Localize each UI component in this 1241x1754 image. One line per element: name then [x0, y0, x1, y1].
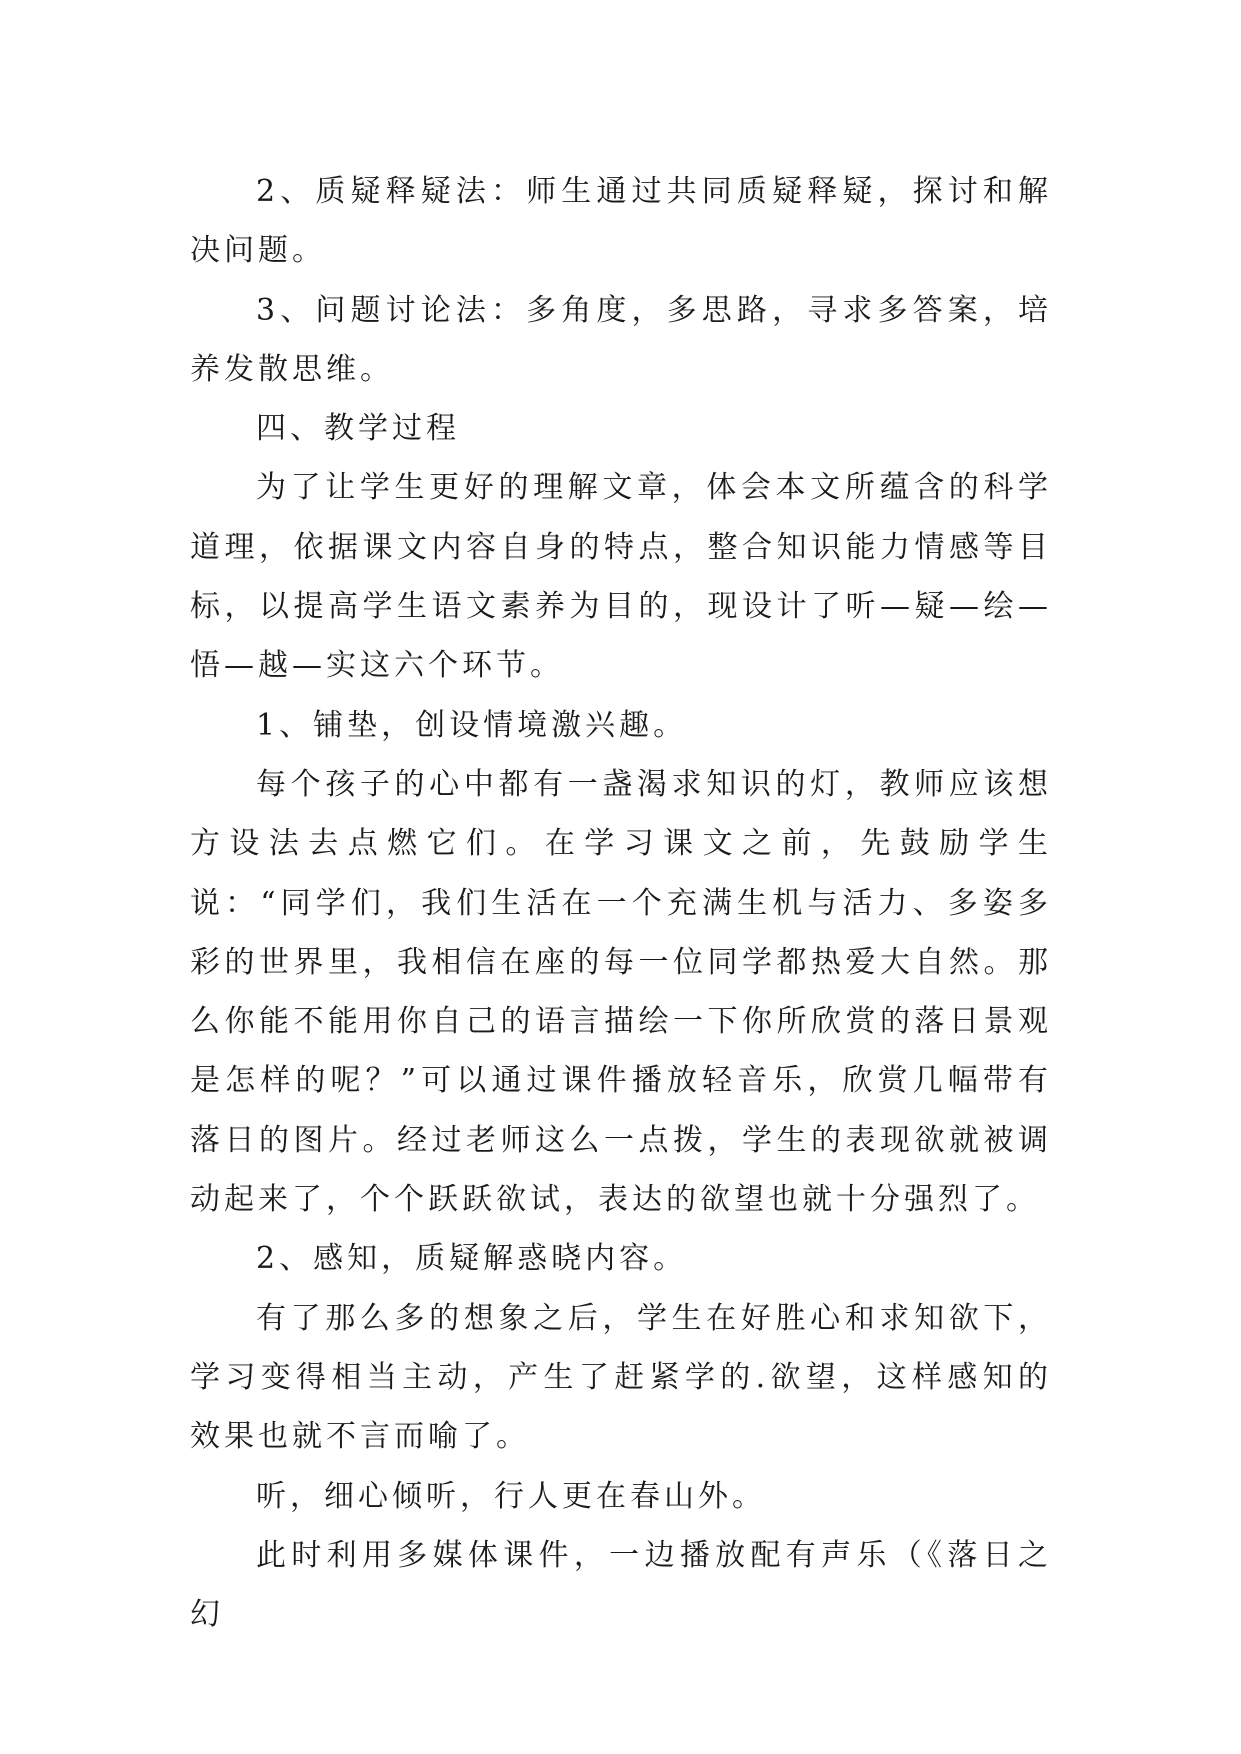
paragraph-method-2: 2、质疑释疑法：师生通过共同质疑释疑，探讨和解决问题。: [190, 174, 1052, 269]
subheading-listen: 听，细心倾听，行人更在春山外。: [256, 1478, 766, 1514]
step-heading-1: 1、铺垫，创设情境激兴趣。: [256, 707, 688, 743]
step-heading-2: 2、感知，质疑解惑晓内容。: [256, 1241, 688, 1277]
paragraph-multimedia: 此时利用多媒体课件，一边播放配有声乐（《落日之幻: [190, 1537, 1052, 1633]
paragraph-process-intro: 为了让学生更好的理解文章，体会本文所蕴含的科学道理，依据课文内容自身的特点，整合知识能力情感等目标，以提高学生语文素养为目的，现设计了听—疑—绘—悟—越—实这六个环节。: [190, 470, 1052, 684]
paragraph-step-2: 有了那么多的想象之后，学生在好胜心和求知欲下，学习变得相当主动，产生了赶紧学的.欲望，这样感知的效果也就不言而喻了。: [190, 1300, 1052, 1455]
paragraph-step-1: 每个孩子的心中都有一盏渴求知识的灯，教师应该想方设法去点燃它们。在学习课文之前，先鼓励学生说：“同学们，我们生活在一个充满生机与活力、多姿多彩的世界里，我相信在座的每一位同学都热爱大自然。那么你能不能用你自己的语言描绘一下你所欣赏的落日景观是怎样的呢？”可以通过课件播放轻音乐，欣赏几幅带有落日的图片。经过老师这么一点拨，学生的表现欲就被调动起来了，个个跃跃欲试，表达的欲望也就十分强烈了。: [190, 766, 1052, 1218]
document-body: [190, 162, 1052, 1644]
section-heading-teaching-process: 四、教学过程: [256, 411, 460, 447]
paragraph-method-3: 3、问题讨论法：多角度，多思路，寻求多答案，培养发散思维。: [190, 292, 1052, 387]
